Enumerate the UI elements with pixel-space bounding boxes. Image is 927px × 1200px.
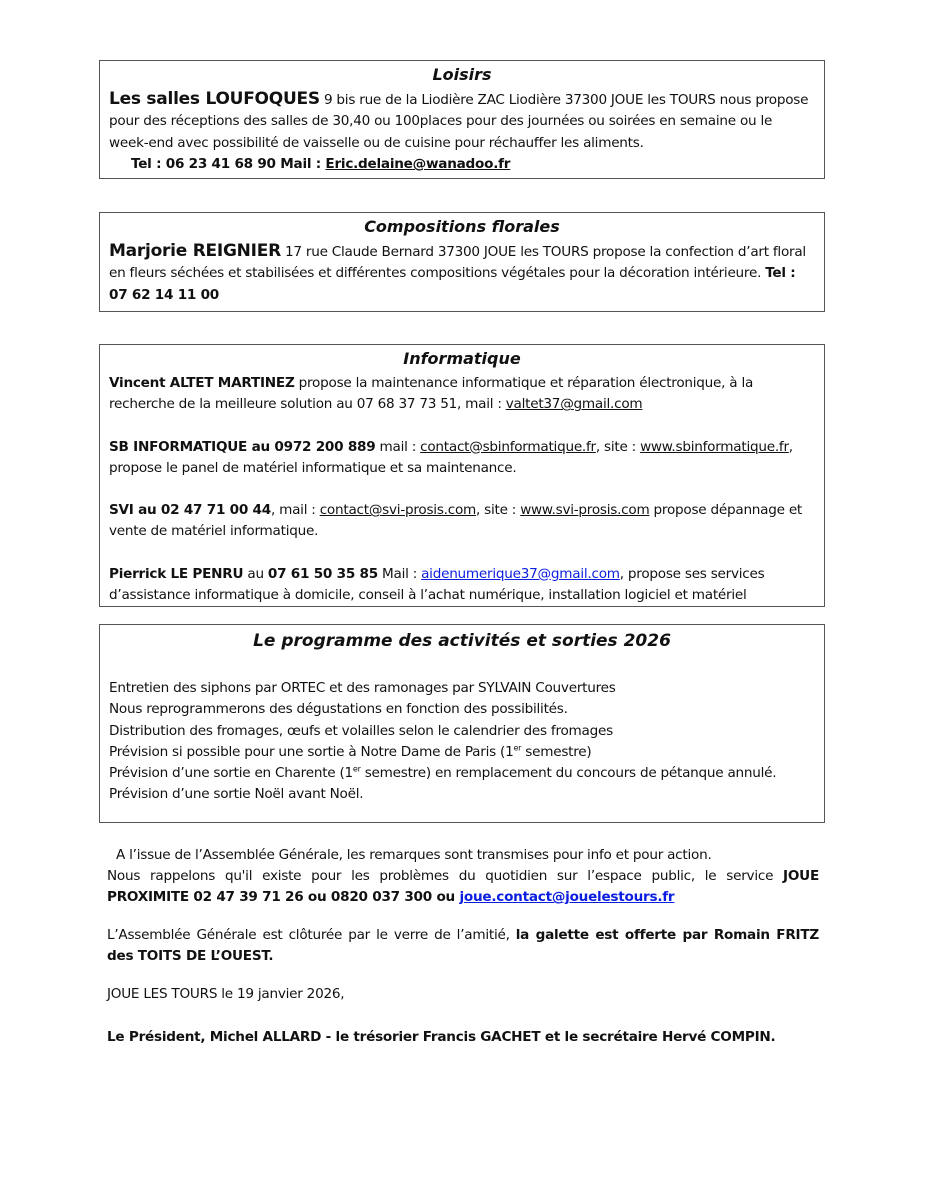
programme-section: [99, 624, 825, 823]
entry-text: propose dépannage et vente de matériel informatique.: [109, 502, 803, 540]
informatique-entry: [109, 373, 815, 416]
proximite-text: Nous rappelons qu'il existe pour les problèmes du quotidien sur l’espace public, le service: [107, 868, 784, 884]
closing-line1: A l’issue de l’Assemblée Générale, les remarques sont transmises pour info et pour action.: [116, 847, 712, 863]
closing-date: JOUE LES TOURS le 19 janvier 2026,: [107, 986, 345, 1002]
florales-title: Compositions florales: [364, 217, 560, 236]
programme-item: [109, 742, 815, 763]
closing-proximite: [107, 866, 819, 909]
programme-item: Distribution des fromages, œufs et volailles selon le calendrier des fromages: [109, 722, 613, 739]
entry-text: , mail :: [270, 502, 320, 519]
programme-item: Nous reprogrammerons des dégustations en fonction des possibilités.: [109, 701, 568, 718]
loisirs-title: Loisirs: [432, 65, 492, 84]
entry-text: Mail :: [377, 565, 422, 582]
informatique-title: Informatique: [403, 349, 521, 368]
loisirs-name: Les salles LOUFOQUES: [109, 89, 320, 109]
entry-name: Vincent ALTET MARTINEZ: [109, 375, 295, 391]
closing-cloture: [107, 925, 819, 968]
informatique-entry: [109, 564, 815, 607]
site-link[interactable]: www.svi-prosis.com: [520, 502, 650, 519]
signature-text: Le Président, Michel ALLARD - le trésorier Francis GACHET et le secrétaire Hervé COMPIN.: [107, 1029, 776, 1045]
item-text: semestre): [521, 743, 592, 760]
cloture-text: L’Assemblée Générale est clôturée par le verre de l’amitié,: [107, 927, 516, 943]
item-text: semestre) en remplacement du concours de pétanque annulé.: [360, 765, 777, 782]
loisirs-address: 9 bis rue de la Liodière ZAC Liodière 37300 JOUE les TOURS nous propose pour des réceptions des salles de 30,40 ou 100places pour des journées ou soirées en semaine ou le week-end avec possibilité de vaisselle ou de cuisine pour réchauffer les aliments.: [109, 92, 809, 151]
entry-text: , site :: [476, 502, 521, 519]
programme-item: [109, 763, 815, 784]
informatique-section: [99, 344, 825, 607]
programme-title: Le programme des activités et sorties 2026: [253, 631, 671, 651]
informatique-entry: [109, 437, 815, 480]
proximite-mail-link[interactable]: joue.contact@jouelestours.fr: [459, 889, 675, 906]
loisirs-section: [99, 60, 825, 179]
loisirs-text: [109, 89, 815, 154]
entry-text: , propose le panel de matériel informatique et sa maintenance.: [109, 438, 793, 476]
entry-name: SB INFORMATIQUE au 0972 200 889: [109, 438, 376, 455]
programme-item: Prévision d’une sortie Noël avant Noël.: [109, 786, 364, 803]
loisirs-mail-link[interactable]: Eric.delaine@wanadoo.fr: [325, 155, 511, 172]
entry-name: Pierrick LE PENRU: [109, 565, 244, 582]
florales-text: [109, 241, 815, 306]
mail-link[interactable]: aidenumerique37@gmail.com: [421, 565, 620, 582]
florales-section: [99, 212, 825, 312]
loisirs-tel: Tel : 06 23 41 68 90 Mail :: [131, 155, 326, 172]
superscript: er: [352, 764, 361, 774]
superscript: er: [513, 743, 522, 753]
florales-tel: Tel : 07 62 14 11 00: [109, 265, 796, 303]
entry-text: au: [243, 565, 268, 582]
proximite-contact: JOUE PROXIMITE 02 47 39 71 26 ou 0820 037 300 ou: [107, 868, 819, 906]
programme-item: Entretien des siphons par ORTEC et des ramonages par SYLVAIN Couvertures: [109, 680, 616, 696]
entry-phone: 07 61 50 35 85: [267, 565, 378, 582]
mail-link[interactable]: contact@svi-prosis.com: [319, 502, 477, 519]
entry-text: propose la maintenance informatique et réparation électronique, à la recherche de la meilleure solution au 07 68 37 73 51, mail :: [109, 375, 754, 413]
cloture-bold: la galette est offerte par Romain FRITZ des TOITS DE L’OUEST.: [107, 927, 819, 965]
mail-link[interactable]: valtet37@gmail.com: [505, 396, 643, 413]
item-text: Prévision d’une sortie en Charente (1: [109, 765, 353, 782]
loisirs-contact: [109, 154, 815, 175]
entry-name: SVI au 02 47 71 00 44: [109, 502, 271, 519]
informatique-entry: [109, 500, 815, 543]
entry-text: , site :: [595, 438, 641, 455]
site-link[interactable]: www.sbinformatique.fr: [640, 438, 789, 455]
item-text: Prévision si possible pour une sortie à Notre Dame de Paris (1: [109, 743, 514, 760]
mail-link[interactable]: contact@sbinformatique.fr: [420, 438, 596, 455]
entry-text: , propose ses services d’assistance informatique à domicile, conseil à l’achat numérique, installation logiciel et matériel: [109, 565, 765, 604]
entry-text: mail :: [375, 438, 421, 455]
florales-name: Marjorie REIGNIER: [109, 241, 281, 261]
closing-signature: [107, 1027, 819, 1048]
florales-description: 17 rue Claude Bernard 37300 JOUE les TOURS propose la confection d’art floral en fleurs séchées et stabilisées et différentes compositions végétales pour la décoration intérieure.: [109, 244, 806, 282]
